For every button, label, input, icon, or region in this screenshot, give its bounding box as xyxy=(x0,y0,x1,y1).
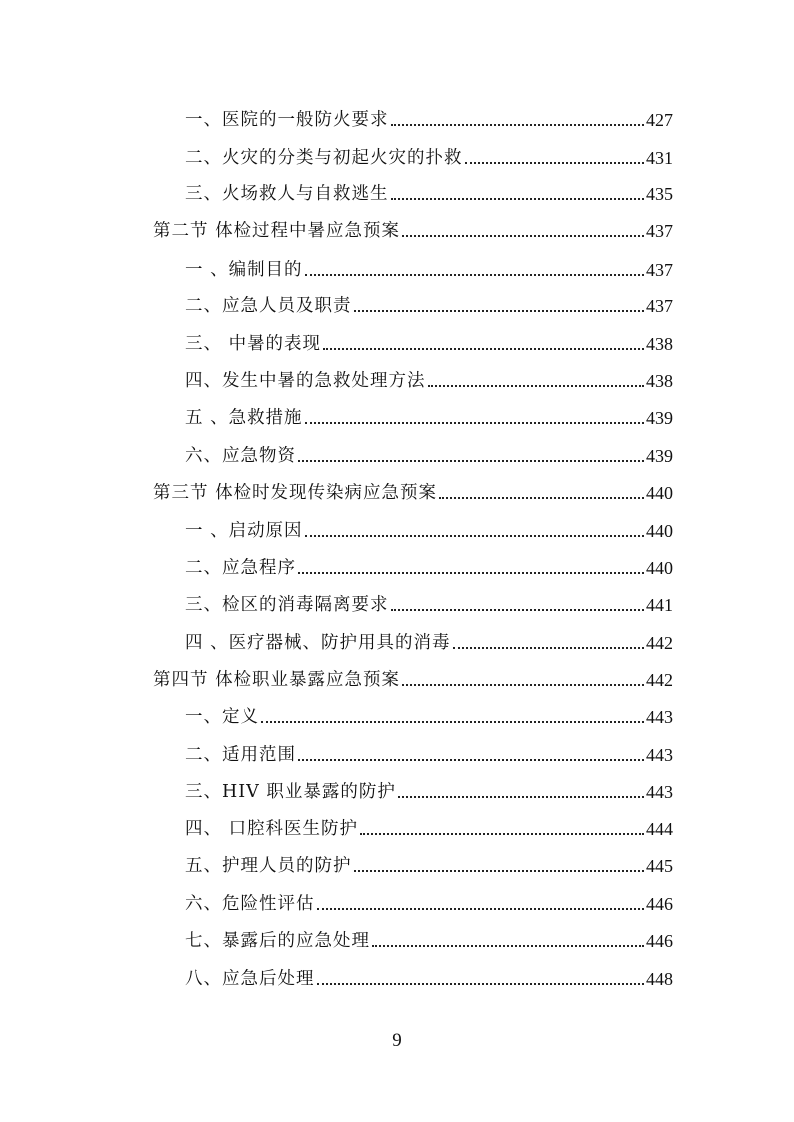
toc-entry-title: 六、危险性评估 xyxy=(185,894,315,914)
toc-entry[interactable] xyxy=(185,405,673,431)
toc-entry-page: 440 xyxy=(646,521,673,541)
page-number: 9 xyxy=(392,1030,402,1051)
toc-entry[interactable] xyxy=(185,891,673,917)
dot-leader xyxy=(391,198,645,200)
toc-section-title: 第二节 体检过程中暑应急预案 xyxy=(153,221,401,241)
toc-entry[interactable] xyxy=(185,257,673,283)
dot-leader xyxy=(372,945,644,947)
toc-section-title: 第三节 体检时发现传染病应急预案 xyxy=(153,483,438,503)
toc-entry-title: 八、应急后处理 xyxy=(185,969,315,989)
toc-entry-page: 431 xyxy=(646,148,673,168)
dot-leader xyxy=(317,908,645,910)
toc-entry[interactable] xyxy=(185,107,673,133)
toc-entry-title: 二、适用范围 xyxy=(185,745,296,765)
toc-section-title: 第四节 体检职业暴露应急预案 xyxy=(153,670,401,690)
toc-entry-title: 四、发生中暑的急救处理方法 xyxy=(185,371,426,391)
toc-entry-page: 443 xyxy=(646,782,673,802)
dot-leader xyxy=(354,310,645,312)
toc-entry-title: 三、 中暑的表现 xyxy=(185,334,322,354)
toc-entry[interactable] xyxy=(185,630,673,656)
toc-entry[interactable] xyxy=(185,555,673,581)
dot-leader xyxy=(305,422,644,424)
toc-entry-title: 四、 口腔科医生防护 xyxy=(185,819,359,839)
toc-entry[interactable] xyxy=(185,518,673,544)
dot-leader xyxy=(402,684,644,686)
toc-entry-title: 一、定义 xyxy=(185,707,259,727)
toc-entry-page: 446 xyxy=(646,931,673,951)
toc-entry[interactable] xyxy=(185,331,673,357)
toc-entry-title: 七、暴露后的应急处理 xyxy=(185,931,370,951)
dot-leader xyxy=(465,162,645,164)
toc-entry-title: 五 、急救措施 xyxy=(185,408,303,428)
dot-leader xyxy=(398,796,644,798)
toc-entry[interactable] xyxy=(185,704,673,730)
toc-entry-page: 437 xyxy=(646,260,673,280)
dot-leader xyxy=(453,647,644,649)
toc-entry-page: 448 xyxy=(646,969,673,989)
toc-entry-title: 五、护理人员的防护 xyxy=(185,856,352,876)
toc-entry-page: 442 xyxy=(646,633,673,653)
dot-leader xyxy=(305,274,644,276)
toc-entry-title: 三、火场救人与自救逃生 xyxy=(185,184,389,204)
toc-entry[interactable] xyxy=(185,181,673,207)
dot-leader xyxy=(402,235,644,237)
toc-entry[interactable] xyxy=(185,928,673,954)
toc-entry[interactable] xyxy=(185,592,673,618)
toc-entry[interactable] xyxy=(185,853,673,879)
toc-section-page: 437 xyxy=(646,221,673,241)
toc-entry-page: 438 xyxy=(646,371,673,391)
dot-leader xyxy=(354,870,645,872)
toc-entry-page: 439 xyxy=(646,446,673,466)
toc-entry[interactable] xyxy=(185,816,673,842)
toc-entry-title: 一 、启动原因 xyxy=(185,521,303,541)
dot-leader xyxy=(298,460,644,462)
dot-leader xyxy=(317,983,645,985)
dot-leader xyxy=(439,497,644,499)
toc-entry-page: 443 xyxy=(646,707,673,727)
dot-leader xyxy=(298,759,644,761)
toc-entry[interactable] xyxy=(185,293,673,319)
toc-entry-page: 443 xyxy=(646,745,673,765)
toc-entry-title: 二、应急程序 xyxy=(185,558,296,578)
toc-entry-page: 444 xyxy=(646,819,673,839)
toc-section-page: 440 xyxy=(646,483,673,503)
toc-entry-page: 435 xyxy=(646,184,673,204)
toc-entry[interactable] xyxy=(185,368,673,394)
toc-entry-title: 三、检区的消毒隔离要求 xyxy=(185,595,389,615)
toc-entry-page: 440 xyxy=(646,558,673,578)
toc-entry[interactable] xyxy=(185,966,673,992)
toc-entry-title: 三、HIV 职业暴露的防护 xyxy=(185,782,396,802)
toc-entry-page: 441 xyxy=(646,595,673,615)
dot-leader xyxy=(428,385,645,387)
toc-entry-title: 四 、医疗器械、防护用具的消毒 xyxy=(185,633,451,653)
toc-section-page: 442 xyxy=(646,670,673,690)
toc-entry-title: 二、应急人员及职责 xyxy=(185,296,352,316)
toc-section[interactable] xyxy=(153,218,673,244)
toc-entry-page: 427 xyxy=(646,110,673,130)
toc-entry-page: 437 xyxy=(646,296,673,316)
dot-leader xyxy=(360,833,644,835)
dot-leader xyxy=(305,535,644,537)
toc-entry[interactable] xyxy=(185,742,673,768)
toc-section[interactable] xyxy=(153,667,673,693)
toc-entry-page: 446 xyxy=(646,894,673,914)
toc-entry-title: 六、应急物资 xyxy=(185,446,296,466)
toc-entry[interactable] xyxy=(185,443,673,469)
toc-entry-page: 439 xyxy=(646,408,673,428)
toc-entry[interactable] xyxy=(185,145,673,171)
toc-entry-title: 一 、编制目的 xyxy=(185,260,303,280)
toc-entry-page: 438 xyxy=(646,334,673,354)
toc-entry[interactable] xyxy=(185,779,673,805)
dot-leader xyxy=(261,721,644,723)
toc-entry-page: 445 xyxy=(646,856,673,876)
dot-leader xyxy=(323,348,644,350)
dot-leader xyxy=(298,572,644,574)
toc-entry-title: 二、火灾的分类与初起火灾的扑救 xyxy=(185,148,463,168)
dot-leader xyxy=(391,124,645,126)
toc-entry-title: 一、医院的一般防火要求 xyxy=(185,110,389,130)
toc-section[interactable] xyxy=(153,480,673,506)
dot-leader xyxy=(391,609,645,611)
